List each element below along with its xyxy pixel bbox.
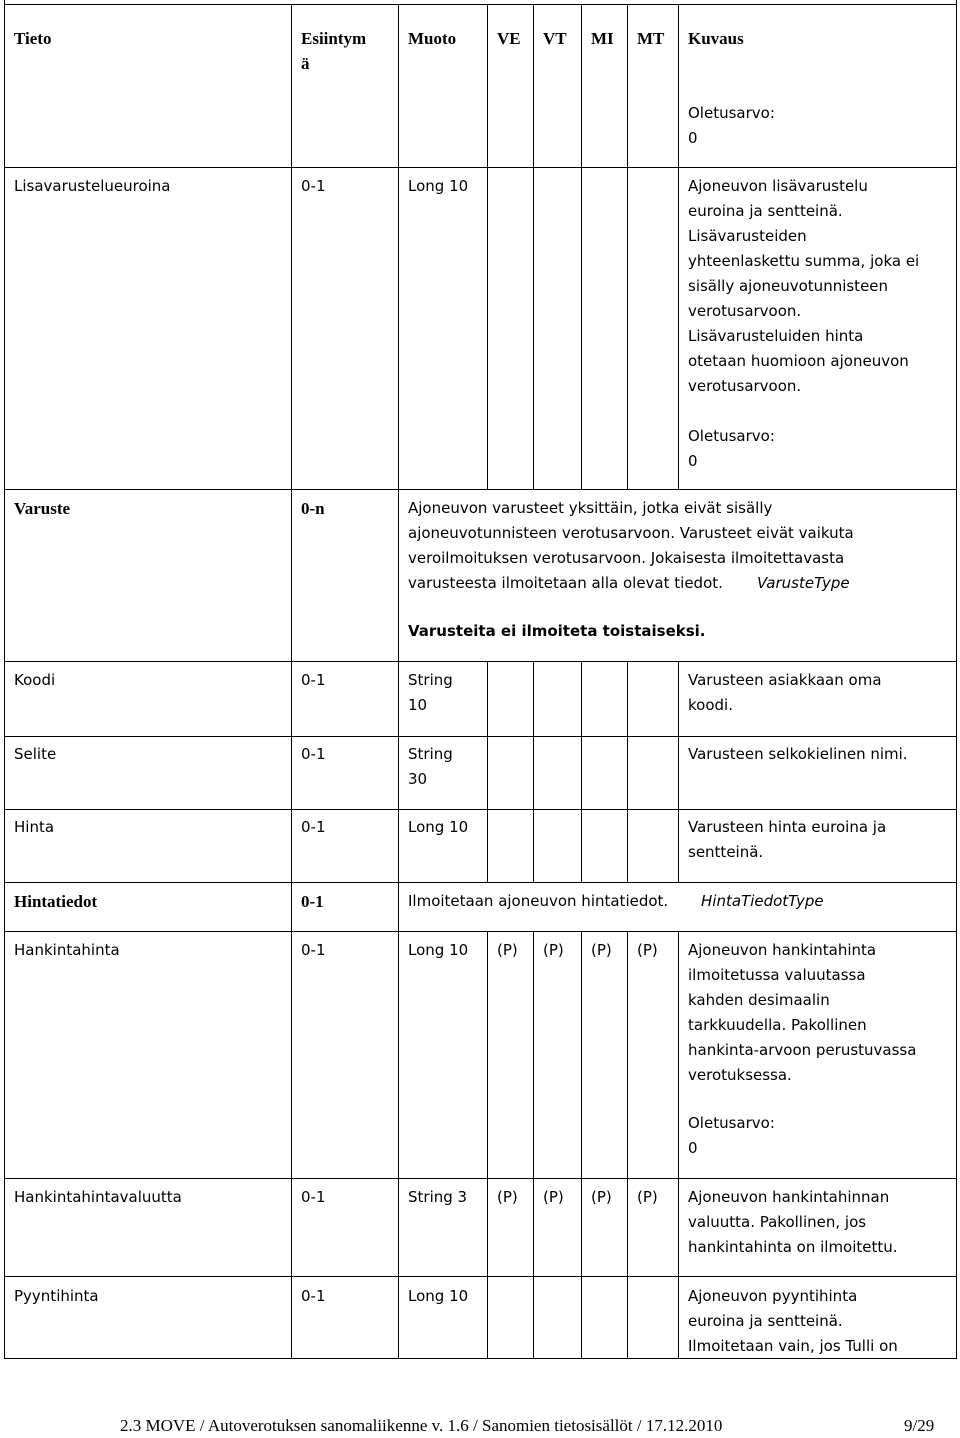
field-occurrence: 0-1 xyxy=(301,941,326,959)
default-value: 0 xyxy=(688,452,698,470)
field-name: Hankintahintavaluutta xyxy=(14,1188,182,1206)
col-divider xyxy=(678,931,679,1359)
header-muoto: Muoto xyxy=(408,29,457,48)
field-description-line: kahden desimaalin xyxy=(688,991,830,1009)
field-format-line: 30 xyxy=(408,770,428,788)
field-description-line: verotusarvoon. xyxy=(688,377,802,395)
field-format-line: String xyxy=(408,745,453,763)
header-esiintyma-line2: ä xyxy=(301,54,310,73)
col-divider xyxy=(533,4,534,490)
field-name: Selite xyxy=(14,745,57,763)
field-name: Hinta xyxy=(14,818,55,836)
col-divider xyxy=(627,4,628,490)
field-occurrence: 0-1 xyxy=(301,1287,326,1305)
row-divider xyxy=(4,489,956,490)
col-divider xyxy=(678,4,679,490)
col-divider xyxy=(581,661,582,883)
row-divider xyxy=(4,1276,956,1277)
field-occurrence: 0-1 xyxy=(301,1188,326,1206)
field-description-line: Ajoneuvon pyyntihinta xyxy=(688,1287,858,1305)
field-ve: (P) xyxy=(497,941,518,959)
col-divider xyxy=(627,931,628,1359)
field-description-line: Ajoneuvon lisävarustelu xyxy=(688,177,868,195)
row-divider xyxy=(4,661,956,662)
field-vt: (P) xyxy=(543,941,564,959)
field-occurrence: 0-1 xyxy=(301,892,324,911)
header-ve: VE xyxy=(497,29,521,48)
col-divider xyxy=(678,661,679,883)
default-value-label: Oletusarvo: xyxy=(688,104,775,122)
field-description-line: Ilmoitetaan ajoneuvon hintatiedot. xyxy=(408,892,669,910)
header-vt: VT xyxy=(543,29,567,48)
header-tieto: Tieto xyxy=(14,29,52,48)
header-mi: MI xyxy=(591,29,614,48)
table-top-border xyxy=(4,4,956,5)
header-kuvaus: Kuvaus xyxy=(688,29,744,48)
col-divider xyxy=(581,4,582,490)
col-divider xyxy=(487,661,488,883)
field-description-line: ilmoitetussa valuutassa xyxy=(688,966,866,984)
field-format: Long 10 xyxy=(408,818,469,836)
field-format-line: String xyxy=(408,671,453,689)
col-divider xyxy=(533,661,534,883)
field-name: Koodi xyxy=(14,671,56,689)
field-description-line: otetaan huomioon ajoneuvon xyxy=(688,352,909,370)
field-description-line: ajoneuvotunnisteen verotusarvoon. Varusteet eivät vaikuta xyxy=(408,524,854,542)
field-description-line: sentteinä. xyxy=(688,843,764,861)
field-mt: (P) xyxy=(637,941,658,959)
field-description-line: Ajoneuvon hankintahinnan xyxy=(688,1188,890,1206)
field-type: HintaTiedotType xyxy=(701,892,824,910)
field-description-line: euroina ja sentteinä. xyxy=(688,202,843,220)
col-divider xyxy=(533,931,534,1359)
table-right-border xyxy=(956,0,957,1359)
col-divider xyxy=(487,931,488,1359)
row-divider xyxy=(4,167,956,168)
field-description-line: yhteenlaskettu summa, joka ei xyxy=(688,252,920,270)
field-occurrence: 0-1 xyxy=(301,745,326,763)
default-value-label: Oletusarvo: xyxy=(688,427,775,445)
header-mt: MT xyxy=(637,29,665,48)
field-occurrence: 0-1 xyxy=(301,177,326,195)
field-name: Pyyntihinta xyxy=(14,1287,99,1305)
field-description-line: veroilmoituksen verotusarvoon. Jokaisesta ilmoitettavasta xyxy=(408,549,845,567)
field-format: Long 10 xyxy=(408,1287,469,1305)
default-value: 0 xyxy=(688,1139,698,1157)
field-mt: (P) xyxy=(637,1188,658,1206)
default-value: 0 xyxy=(688,129,698,147)
header-esiintyma-line1: Esiintym xyxy=(301,29,367,48)
field-description-line: euroina ja sentteinä. xyxy=(688,1312,843,1330)
field-description-line: Lisävarusteiden xyxy=(688,227,807,245)
field-description-line: Ajoneuvon varusteet yksittäin, jotka eivät sisälly xyxy=(408,499,773,517)
field-name: Hintatiedot xyxy=(14,892,98,911)
field-description-line: valuutta. Pakollinen, jos xyxy=(688,1213,867,1231)
field-description-line: varusteesta ilmoitetaan alla olevat tiedot. xyxy=(408,574,723,592)
field-description-line: verotusarvoon. xyxy=(688,302,802,320)
field-ve: (P) xyxy=(497,1188,518,1206)
field-description-line: tarkkuudella. Pakollinen xyxy=(688,1016,867,1034)
field-format-line: 10 xyxy=(408,696,428,714)
field-mi: (P) xyxy=(591,941,612,959)
field-description-line: Varusteen asiakkaan oma xyxy=(688,671,882,689)
field-description-line: hankintahinta on ilmoitettu. xyxy=(688,1238,898,1256)
page-footer-text: 2.3 MOVE / Autoverotuksen sanomaliikenne v. 1.6 / Sanomien tietosisällöt / 17.12.2010 xyxy=(120,1416,723,1435)
col-divider xyxy=(581,931,582,1359)
row-divider xyxy=(4,931,956,932)
default-value-label: Oletusarvo: xyxy=(688,1114,775,1132)
row-divider xyxy=(4,1178,956,1179)
field-occurrence: 0-1 xyxy=(301,671,326,689)
field-description-line: Varusteen hinta euroina ja xyxy=(688,818,887,836)
field-occurrence: 0-1 xyxy=(301,818,326,836)
col-divider xyxy=(398,4,399,1359)
field-description-line: Varusteen selkokielinen nimi. xyxy=(688,745,908,763)
col-divider xyxy=(627,661,628,883)
row-divider xyxy=(4,882,956,883)
field-description-line: sisälly ajoneuvotunnisteen xyxy=(688,277,889,295)
field-description-line: Lisävarusteluiden hinta xyxy=(688,327,864,345)
table-left-border xyxy=(4,0,5,1359)
field-description-line: koodi. xyxy=(688,696,733,714)
col-divider xyxy=(487,4,488,490)
field-format: Long 10 xyxy=(408,941,469,959)
field-description-line: hankinta-arvoon perustuvassa xyxy=(688,1041,917,1059)
field-format: String 3 xyxy=(408,1188,468,1206)
field-name: Lisavarustelueuroina xyxy=(14,177,171,195)
field-name: Varuste xyxy=(14,499,71,518)
field-note: Varusteita ei ilmoiteta toistaiseksi. xyxy=(408,622,706,640)
field-description-line: verotuksessa. xyxy=(688,1066,792,1084)
row-divider xyxy=(4,809,956,810)
field-occurrence: 0-n xyxy=(301,499,325,518)
field-description-line: Ilmoitetaan vain, jos Tulli on xyxy=(688,1337,898,1355)
field-vt: (P) xyxy=(543,1188,564,1206)
page-number: 9/29 xyxy=(904,1416,935,1435)
field-name: Hankintahinta xyxy=(14,941,120,959)
field-format: Long 10 xyxy=(408,177,469,195)
field-description-line: Ajoneuvon hankintahinta xyxy=(688,941,877,959)
col-divider xyxy=(291,4,292,1359)
field-mi: (P) xyxy=(591,1188,612,1206)
row-divider xyxy=(4,736,956,737)
field-type: VarusteType xyxy=(757,574,850,592)
